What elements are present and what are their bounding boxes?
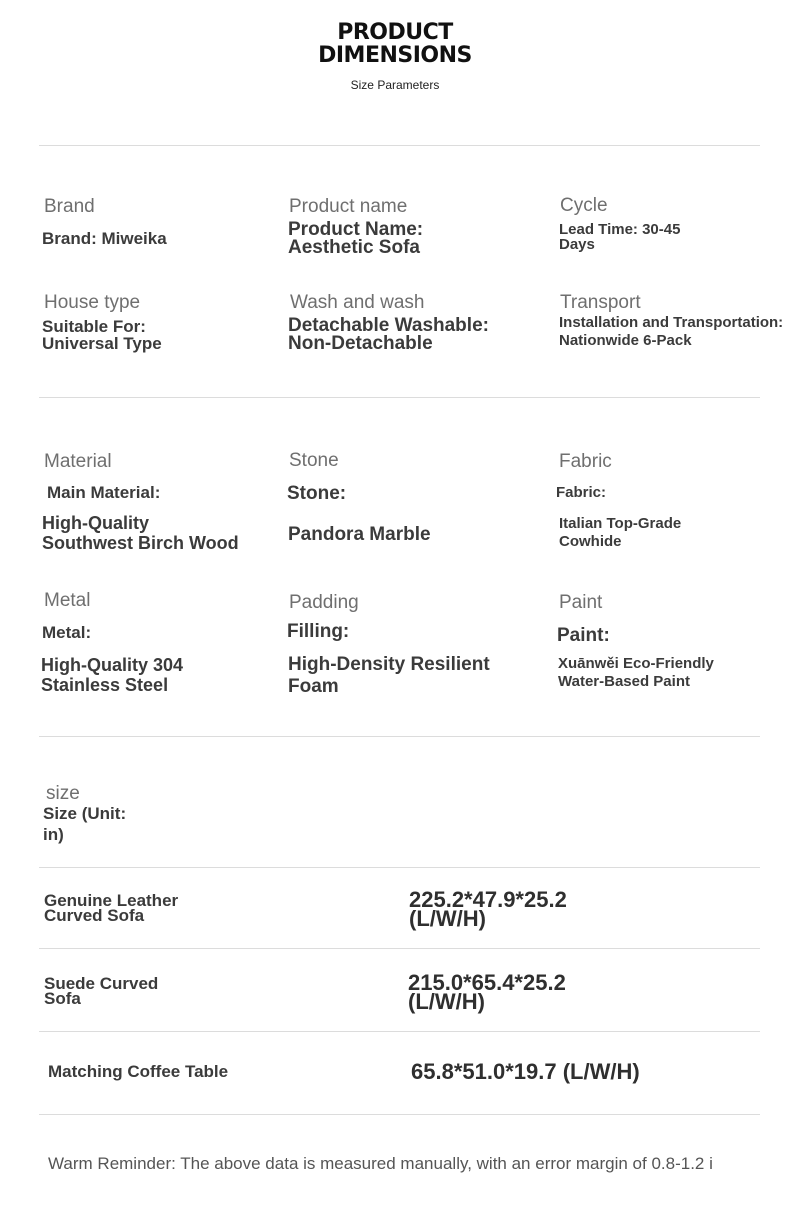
transport-line1: Installation and Transportation: <box>559 314 784 331</box>
page-subtitle: Size Parameters <box>350 78 440 92</box>
divider <box>39 867 760 868</box>
material-category: Material <box>44 451 112 472</box>
divider <box>39 948 760 949</box>
product-name-line1: Product Name: <box>288 219 424 240</box>
transport-category: Transport <box>560 292 641 313</box>
stone-value: Pandora Marble <box>288 524 431 545</box>
product-name-category: Product name <box>289 196 408 217</box>
padding-line1: High-Density Resilient <box>288 654 490 675</box>
brand-category: Brand <box>44 196 95 217</box>
paint-line2: Water-Based Paint <box>558 673 690 690</box>
house-type-line1: Suitable For: <box>42 317 146 336</box>
size-row-name-line1: Genuine Leather <box>44 891 179 910</box>
size-row-dim-line2: (L/W/H) <box>408 989 485 1014</box>
house-type-category: House type <box>44 292 141 313</box>
divider <box>39 1031 760 1032</box>
fabric-line2: Cowhide <box>559 533 622 550</box>
brand-value: Brand: Miweika <box>42 229 167 248</box>
stone-category: Stone <box>289 450 339 471</box>
house-type-line2: Universal Type <box>42 334 162 353</box>
material-line1: High-Quality <box>42 513 149 533</box>
warm-reminder-text: Warm Reminder: The above data is measured manually, with an error margin of 0.8-1.2 i <box>48 1154 713 1173</box>
metal-line2: Stainless Steel <box>41 675 169 695</box>
size-row-name-line1: Matching Coffee Table <box>48 1062 229 1081</box>
transport-line2: Nationwide 6-Pack <box>559 332 692 349</box>
metal-line1: High-Quality 304 <box>41 655 184 675</box>
wash-line2: Non-Detachable <box>288 333 433 354</box>
size-row-dim-line2: (L/W/H) <box>409 906 486 931</box>
padding-category: Padding <box>289 592 359 613</box>
fabric-label: Fabric: <box>556 484 607 501</box>
metal-label: Metal: <box>42 623 92 642</box>
wash-category: Wash and wash <box>290 292 425 313</box>
size-label-line1: Size (Unit: <box>43 804 127 823</box>
wash-line1: Detachable Washable: <box>288 315 489 336</box>
divider <box>39 736 760 737</box>
size-row-dim-line1: 65.8*51.0*19.7 (L/W/H) <box>411 1059 640 1084</box>
padding-label: Filling: <box>287 621 350 642</box>
size-category: size <box>46 783 80 804</box>
material-line2: Southwest Birch Wood <box>42 533 239 553</box>
size-row-dim-line1: 215.0*65.4*25.2 <box>408 970 566 995</box>
cycle-line2: Days <box>559 236 595 253</box>
cycle-line1: Lead Time: 30-45 <box>559 221 681 238</box>
size-row-name-line2: Curved Sofa <box>44 906 145 925</box>
metal-category: Metal <box>44 590 91 611</box>
fabric-line1: Italian Top-Grade <box>559 515 682 532</box>
size-row-dim-line1: 225.2*47.9*25.2 <box>409 887 567 912</box>
paint-label: Paint: <box>557 625 610 646</box>
fabric-category: Fabric <box>559 451 612 472</box>
cycle-category: Cycle <box>560 195 608 216</box>
size-row-name-line2: Sofa <box>44 989 81 1008</box>
padding-line2: Foam <box>288 676 339 697</box>
page-title-line2: DIMENSIONS <box>318 43 472 68</box>
paint-line1: Xuānwěi Eco-Friendly <box>558 655 714 672</box>
size-row-name-line1: Suede Curved <box>44 974 159 993</box>
paint-category: Paint <box>559 592 603 613</box>
size-label-line2: in) <box>43 825 64 844</box>
divider <box>39 145 760 146</box>
stone-label: Stone: <box>287 483 347 504</box>
page-title-line1: PRODUCT <box>337 20 453 45</box>
product-name-line2: Aesthetic Sofa <box>288 237 420 258</box>
divider <box>39 397 760 398</box>
material-label: Main Material: <box>47 483 161 502</box>
divider <box>39 1114 760 1115</box>
